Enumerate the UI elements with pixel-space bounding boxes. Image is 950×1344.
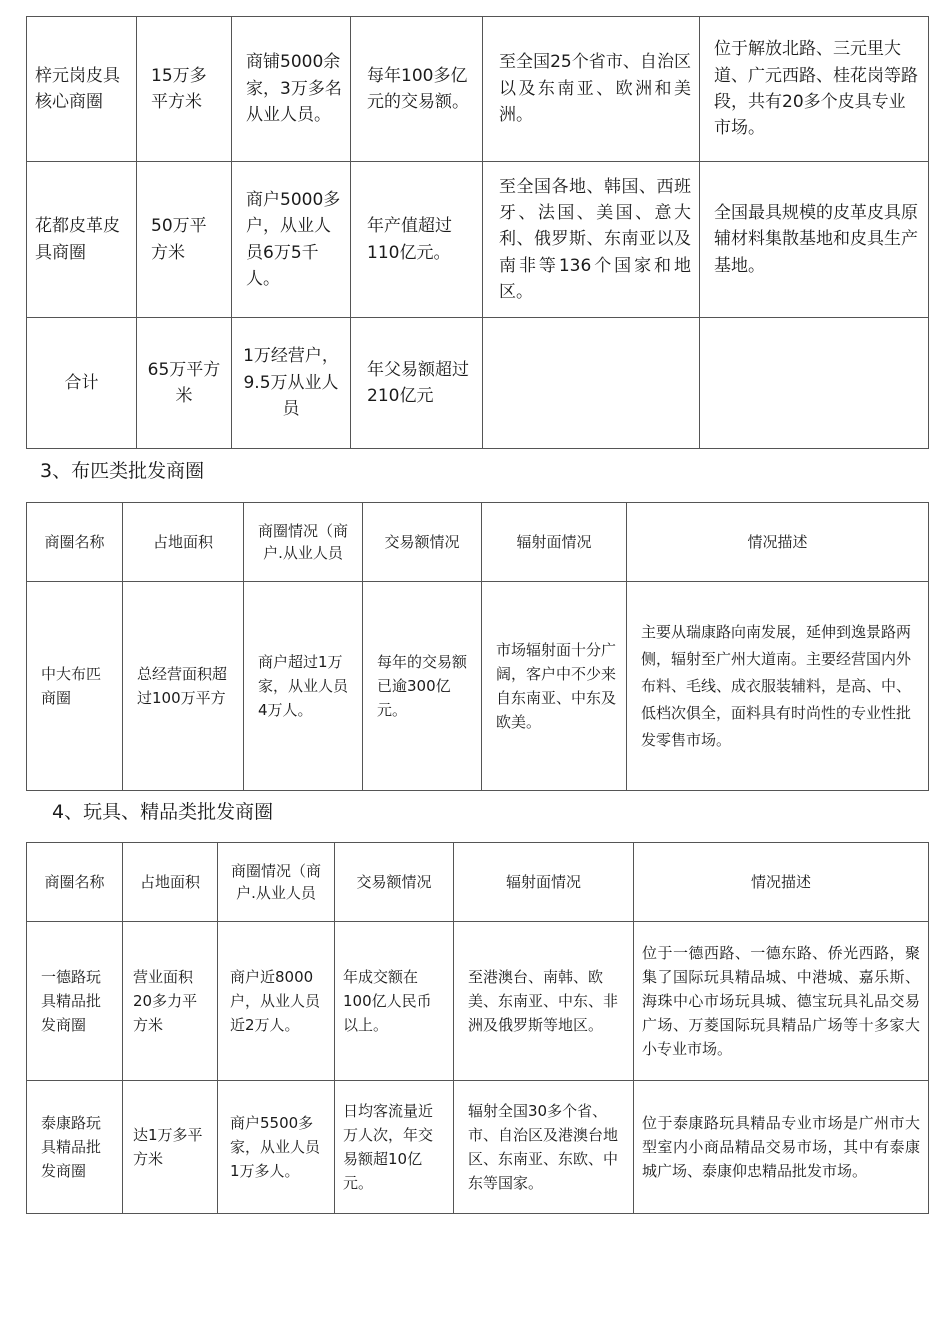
market-volume: 每年100多亿元的交易额。 bbox=[351, 17, 483, 162]
market-name: 梓元岗皮具核心商圈 bbox=[27, 17, 137, 162]
table-header-row bbox=[27, 843, 929, 922]
header-name: 商圈名称 bbox=[27, 503, 123, 582]
market-radiation: 辐射全国30多个省、市、自治区及港澳台地区、东南亚、东欧、中东等国家。 bbox=[454, 1081, 634, 1214]
total-volume: 年父易额超过210亿元 bbox=[351, 318, 483, 449]
total-radiation bbox=[483, 318, 700, 449]
market-area: 达1万多平方米 bbox=[123, 1081, 218, 1214]
fabric-table bbox=[26, 502, 929, 791]
total-description bbox=[700, 318, 929, 449]
market-merchants: 商户超过1万家，从业人员4万人。 bbox=[244, 582, 363, 791]
market-name: 一德路玩具精品批发商圈 bbox=[27, 922, 123, 1081]
market-volume: 日均客流量近万人次，年交易额超10亿元。 bbox=[335, 1081, 454, 1214]
market-merchants: 商铺5000余家，3万多名从业人员。 bbox=[232, 17, 351, 162]
total-area: 65万平方米 bbox=[137, 318, 232, 449]
market-merchants: 商户近8000户，从业人员近2万人。 bbox=[218, 922, 335, 1081]
market-description: 全国最具规模的皮革皮具原辅材料集散基地和皮具生产基地。 bbox=[700, 162, 929, 318]
table-row bbox=[27, 162, 929, 318]
market-area: 15万多平方米 bbox=[137, 17, 232, 162]
table-row bbox=[27, 17, 929, 162]
header-name: 商圈名称 bbox=[27, 843, 123, 922]
header-radiation: 辐射面情况 bbox=[482, 503, 627, 582]
table-row bbox=[27, 582, 929, 791]
section-4-heading: 4、玩具、精品类批发商圈 bbox=[52, 801, 274, 823]
header-area: 占地面积 bbox=[123, 503, 244, 582]
market-name: 花都皮革皮具商圈 bbox=[27, 162, 137, 318]
market-radiation: 至全国25个省市、自治区以及东南亚、欧洲和美洲。 bbox=[483, 17, 700, 162]
header-volume: 交易额情况 bbox=[363, 503, 482, 582]
header-area: 占地面积 bbox=[123, 843, 218, 922]
market-description: 主要从瑞康路向南发展，延伸到逸景路两侧，辐射至广州大道南。主要经营国内外布料、毛线、成衣服装辅料，是高、中、低档次俱全，面料具有时尚性的专业性批发零售市场。 bbox=[627, 582, 929, 791]
market-radiation: 至港澳台、南韩、欧美、东南亚、中东、非洲及俄罗斯等地区。 bbox=[454, 922, 634, 1081]
market-radiation: 市场辐射面十分广阔，客户中不少来自东南亚、中东及欧美。 bbox=[482, 582, 627, 791]
market-description: 位于一德西路、一德东路、侨光西路，聚集了国际玩具精品城、中港城、嘉乐斯、海珠中心市场玩具城、德宝玩具礼品交易广场、万菱国际玩具精品广场等十多家大小专业市场。 bbox=[634, 922, 929, 1081]
table-row bbox=[27, 318, 929, 449]
market-area: 营业面积20多力平方米 bbox=[123, 922, 218, 1081]
market-area: 50万平方米 bbox=[137, 162, 232, 318]
total-label: 合计 bbox=[27, 318, 137, 449]
toys-table bbox=[26, 842, 929, 1214]
market-volume: 每年的交易额已逾300亿元。 bbox=[363, 582, 482, 791]
market-name: 中大布匹商圈 bbox=[27, 582, 123, 791]
header-merchants: 商圈情况（商户.从业人员 bbox=[218, 843, 335, 922]
header-volume: 交易额情况 bbox=[335, 843, 454, 922]
market-merchants: 商户5500多家，从业人员1万多人。 bbox=[218, 1081, 335, 1214]
market-volume: 年成交额在100亿人民币以上。 bbox=[335, 922, 454, 1081]
header-description: 情况描述 bbox=[634, 843, 929, 922]
market-description: 位于泰康路玩具精品专业市场是广州市大型室内小商品精品交易市场，其中有泰康城广场、泰康仰忠精品批发市场。 bbox=[634, 1081, 929, 1214]
market-merchants: 商户5000多户，从业人员6万5千人。 bbox=[232, 162, 351, 318]
header-radiation: 辐射面情况 bbox=[454, 843, 634, 922]
header-description: 情况描述 bbox=[627, 503, 929, 582]
leather-table bbox=[26, 16, 929, 449]
market-area: 总经营面积超过100万平方 bbox=[123, 582, 244, 791]
table-row bbox=[27, 922, 929, 1081]
table-header-row bbox=[27, 503, 929, 582]
market-volume: 年产值超过110亿元。 bbox=[351, 162, 483, 318]
total-merchants: 1万经营户，9.5万从业人员 bbox=[232, 318, 351, 449]
table-row bbox=[27, 1081, 929, 1214]
header-merchants: 商圈情况（商户.从业人员 bbox=[244, 503, 363, 582]
section-3-heading: 3、布匹类批发商圈 bbox=[40, 460, 205, 482]
market-radiation: 至全国各地、韩国、西班牙、法国、美国、意大利、俄罗斯、东南亚以及南非等136个国家和地区。 bbox=[483, 162, 700, 318]
market-name: 泰康路玩具精品批发商圈 bbox=[27, 1081, 123, 1214]
market-description: 位于解放北路、三元里大道、广元西路、桂花岗等路段，共有20多个皮具专业市场。 bbox=[700, 17, 929, 162]
